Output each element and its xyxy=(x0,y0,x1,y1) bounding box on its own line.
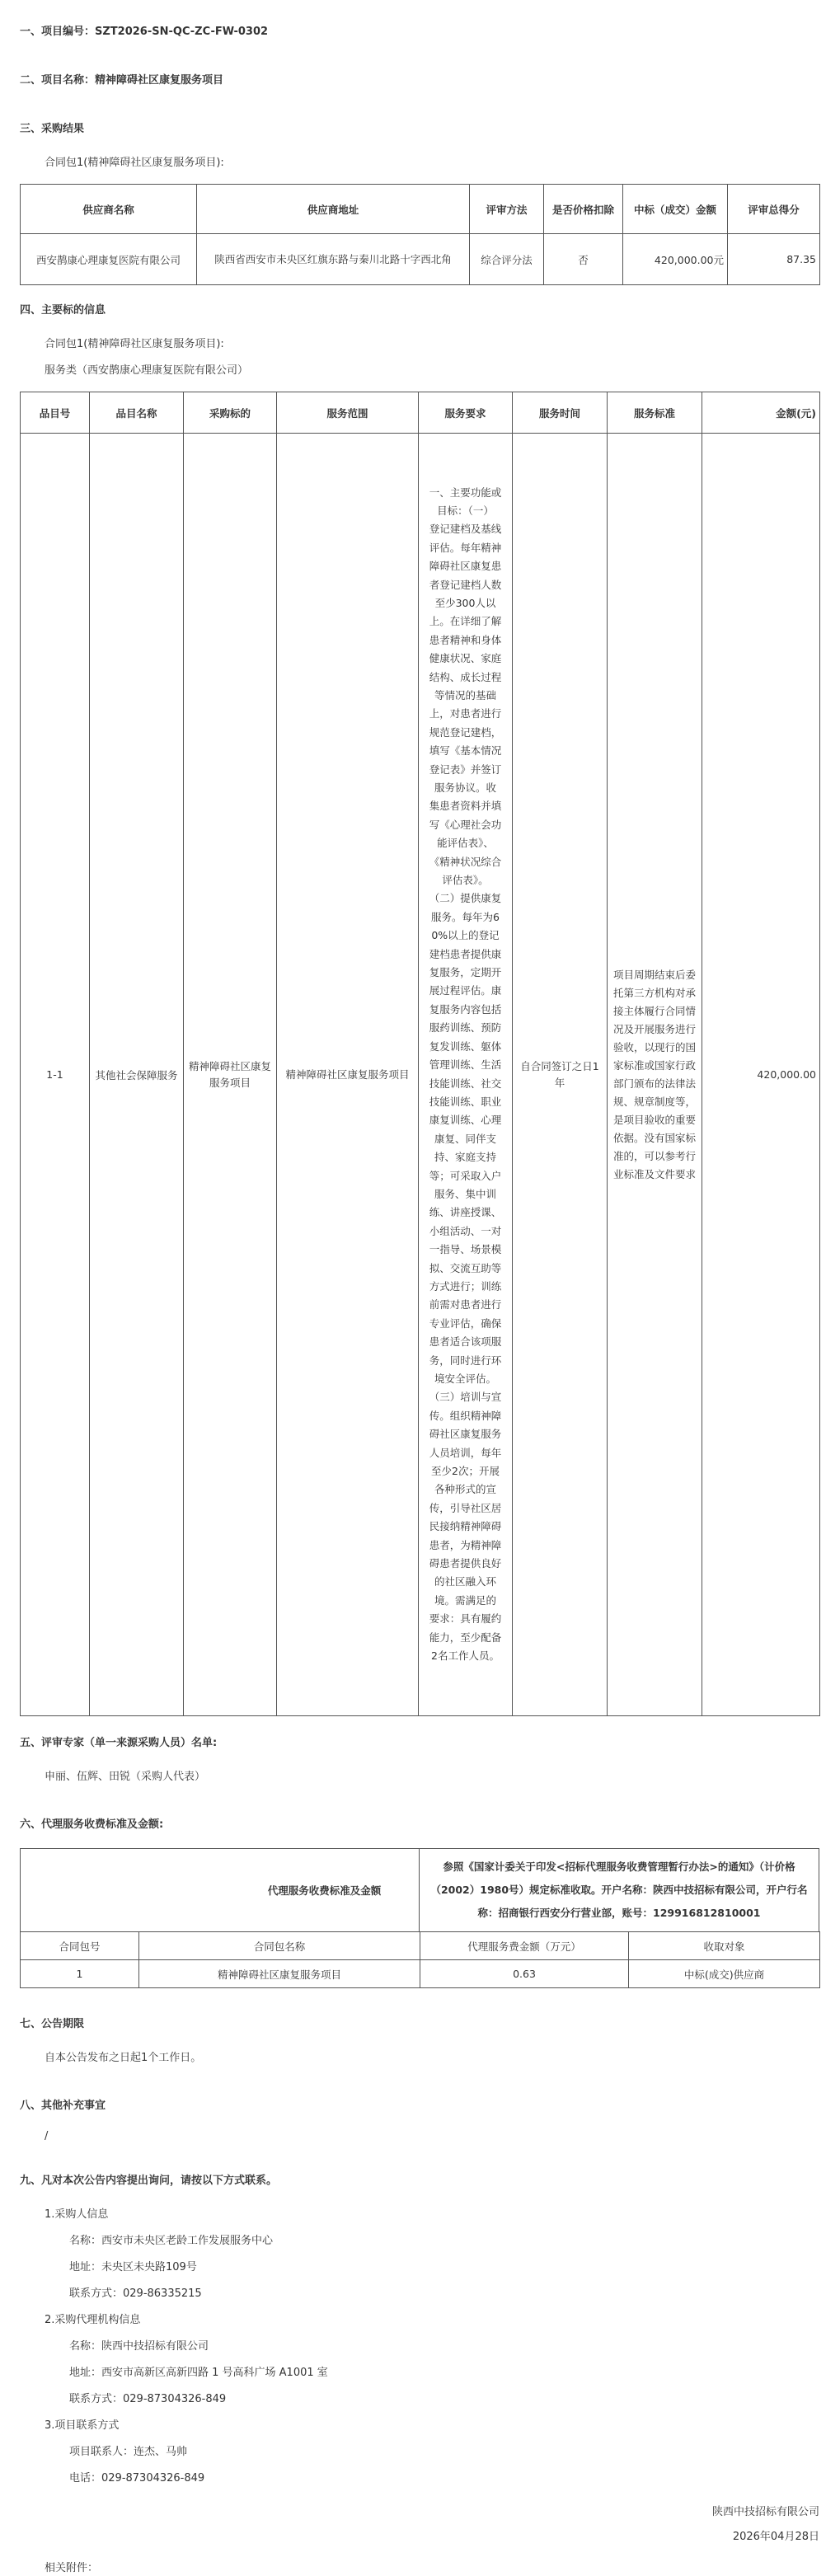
col-header-item-no: 品目号 xyxy=(21,392,90,434)
purchaser-name: 名称：西安市未央区老龄工作发展服务中心 xyxy=(69,2235,274,2247)
project-number xyxy=(20,22,268,38)
fee-standard-note: 参照《国家计委关于印发<招标代理服务收费管理暂行办法>的通知》（计价格（2002）1980号）规定标准收取。开户名称：陕西中技招标有限公司，开户行名称：招商银行西安分行营业部，账号：129916812810001 xyxy=(430,1860,808,1919)
cell-score: 87.35 xyxy=(728,234,820,285)
table-row xyxy=(21,234,820,285)
col-header-package-name: 合同包名称 xyxy=(139,1932,420,1960)
agency-info-title: 2.采购代理机构信息 xyxy=(45,2314,141,2326)
section-title-main-items: 四、主要标的信息 xyxy=(20,304,106,317)
purchaser-phone: 联系方式：029-86335215 xyxy=(69,2287,202,2300)
col-header-target: 采购标的 xyxy=(184,392,277,434)
project-contact-title: 3.项目联系方式 xyxy=(45,2419,120,2432)
table-row xyxy=(21,1960,820,1988)
experts-list: 申丽、伍辉、田锐（采购人代表） xyxy=(45,1771,206,1783)
section-title-agency-fee: 六、代理服务收费标准及金额: xyxy=(20,1818,164,1831)
col-header-address: 供应商地址 xyxy=(197,185,470,234)
fee-standard-label: 代理服务收费标准及金额 xyxy=(21,1849,629,1932)
main-items-table xyxy=(20,392,820,1716)
service-category-label: 服务类（西安鹊康心理康复医院有限公司） xyxy=(45,364,249,377)
cell-fee-amount: 0.63 xyxy=(420,1960,629,1988)
col-header-amount: 金额(元) xyxy=(702,392,820,434)
agency-phone: 联系方式：029-87304326-849 xyxy=(69,2393,227,2405)
cell-price-deduction: 否 xyxy=(544,234,623,285)
footer-org: 陕西中技招标有限公司 xyxy=(711,2506,819,2518)
table-header-row xyxy=(21,1932,820,1960)
project-contact-person: 项目联系人：连杰、马帅 xyxy=(69,2446,188,2458)
notice-period-value: 自本公告发布之日起1个工作日。 xyxy=(45,2052,202,2064)
cell-address: 陕西省西安市未央区红旗东路与秦川北路十字西北角 xyxy=(197,234,470,285)
other-value: / xyxy=(45,2130,49,2142)
cell-award-amount: 420,000.00元 xyxy=(623,234,728,285)
purchaser-address: 地址：未央区未央路109号 xyxy=(69,2261,197,2273)
cell-method: 综合评分法 xyxy=(470,234,544,285)
cell-standard: 项目周期结束后委托第三方机构对承接主体履行合同情况及开展服务进行验收，以现行的国家标准或国家行政部门颁布的法律法规、规章制度等，是项目验收的重要依据。没有国家标准的，可以参考行业标准及文件要求 xyxy=(608,434,702,1716)
project-number-value: SZT2026-SN-QC-ZC-FW-0302 xyxy=(95,26,269,38)
cell-target: 精神障碍社区康复服务项目 xyxy=(184,434,277,1716)
procurement-result-table xyxy=(20,184,820,285)
cell-requirements: 一、主要功能或 目标：（一） 登记建档及基线 评估。每年精神 障碍社区康复患 者登记建档人数 至少300人以 上。在详细了解 患者精神和身体 健康状况、家庭 结构、成长过程 等情况的基础 上，对患者进行 规范登记建档， 填写《基本情况 登记表》并签订 服务协议。收 集患者资料并填 写《心理社会功 能评估表》、 《精神状况综合 评估表》。 （二）提供康复 服务。每年为6 0%以上的登记 建档患者提供康 复服务，定期开 展过程评估。康 复服务内容包括 服药训练、预防 复发训练、躯体 管理训练、生活 技能训练、社交 技能训练、职业 康复训练、心理 康复、同伴支 持、家庭支持 等；可采取入户 服务、集中训 练、讲座授课、 小组活动、一对 一指导、场景模 拟、交流互助等 方式进行；训练 前需对患者进行 专业评估，确保 患者适合该项服 务，同时进行环 境安全评估。 （三）培训与宣 传。组织精神障 碍社区康复服务 人员培训，每年 至少2次；开展 各种形式的宣 传，引导社区居 民接纳精神障碍 患者，为精神障 碍患者提供良好 的社区融入环 境。需满足的 要求：具有履约 能力，至少配备 2名工作人员。 xyxy=(419,434,513,1716)
col-header-fee-target: 收取对象 xyxy=(629,1932,820,1960)
col-header-supplier: 供应商名称 xyxy=(21,185,197,234)
agency-address: 地址：西安市高新区高新四路 1 号高科广场 A1001 室 xyxy=(69,2367,328,2379)
col-header-price-deduction: 是否价格扣除 xyxy=(544,185,623,234)
project-name-label: 二、项目名称： xyxy=(20,74,96,87)
cell-fee-target: 中标(成交)供应商 xyxy=(629,1960,820,1988)
cell-supplier: 西安鹊康心理康复医院有限公司 xyxy=(21,234,197,285)
col-header-item-name: 品目名称 xyxy=(90,392,184,434)
project-name xyxy=(20,71,223,87)
col-header-score: 评审总得分 xyxy=(728,185,820,234)
cell-package-no: 1 xyxy=(21,1960,139,1988)
agency-name: 名称：陕西中技招标有限公司 xyxy=(69,2340,209,2353)
purchaser-info-title: 1.采购人信息 xyxy=(45,2208,109,2221)
footer-date: 2026年04月28日 xyxy=(732,2531,819,2543)
col-header-fee-amount: 代理服务费金额（万元） xyxy=(420,1932,629,1960)
cell-item-name: 其他社会保障服务 xyxy=(90,434,184,1716)
fee-standard-note-box xyxy=(419,1848,819,1932)
section-title-notice-period: 七、公告期限 xyxy=(20,2018,85,2030)
project-contact-phone: 电话：029-87304326-849 xyxy=(69,2472,205,2485)
section-title-experts: 五、评审专家（单一来源采购人员）名单: xyxy=(20,1737,218,1749)
section-title-procurement-result: 三、采购结果 xyxy=(20,123,85,135)
section-title-other: 八、其他补充事宜 xyxy=(20,2100,106,2112)
cell-package-name: 精神障碍社区康复服务项目 xyxy=(139,1960,420,1988)
col-header-award-amount: 中标（成交）金额 xyxy=(623,185,728,234)
col-header-time: 服务时间 xyxy=(513,392,608,434)
section-title-contact: 九、凡对本次公告内容提出询问，请按以下方式联系。 xyxy=(20,2175,278,2187)
project-name-value: 精神障碍社区康复服务项目 xyxy=(95,74,224,87)
cell-time: 自合同签订之日1年 xyxy=(513,434,608,1716)
attachments-label: 相关附件： xyxy=(45,2562,99,2574)
col-header-method: 评审方法 xyxy=(470,185,544,234)
contract-package-label: 合同包1(精神障碍社区康复服务项目): xyxy=(45,157,224,169)
table-header-row xyxy=(21,185,820,234)
project-number-label: 一、项目编号： xyxy=(20,26,96,38)
table-row xyxy=(21,434,820,1716)
col-header-requirements: 服务要求 xyxy=(419,392,513,434)
contract-package-label: 合同包1(精神障碍社区康复服务项目): xyxy=(45,338,224,350)
col-header-standard: 服务标准 xyxy=(608,392,702,434)
col-header-package-no: 合同包号 xyxy=(21,1932,139,1960)
cell-amount: 420,000.00 xyxy=(702,434,820,1716)
table-header-row xyxy=(21,392,820,434)
cell-scope: 精神障碍社区康复服务项目 xyxy=(277,434,419,1716)
col-header-scope: 服务范围 xyxy=(277,392,419,434)
cell-item-no: 1-1 xyxy=(21,434,90,1716)
